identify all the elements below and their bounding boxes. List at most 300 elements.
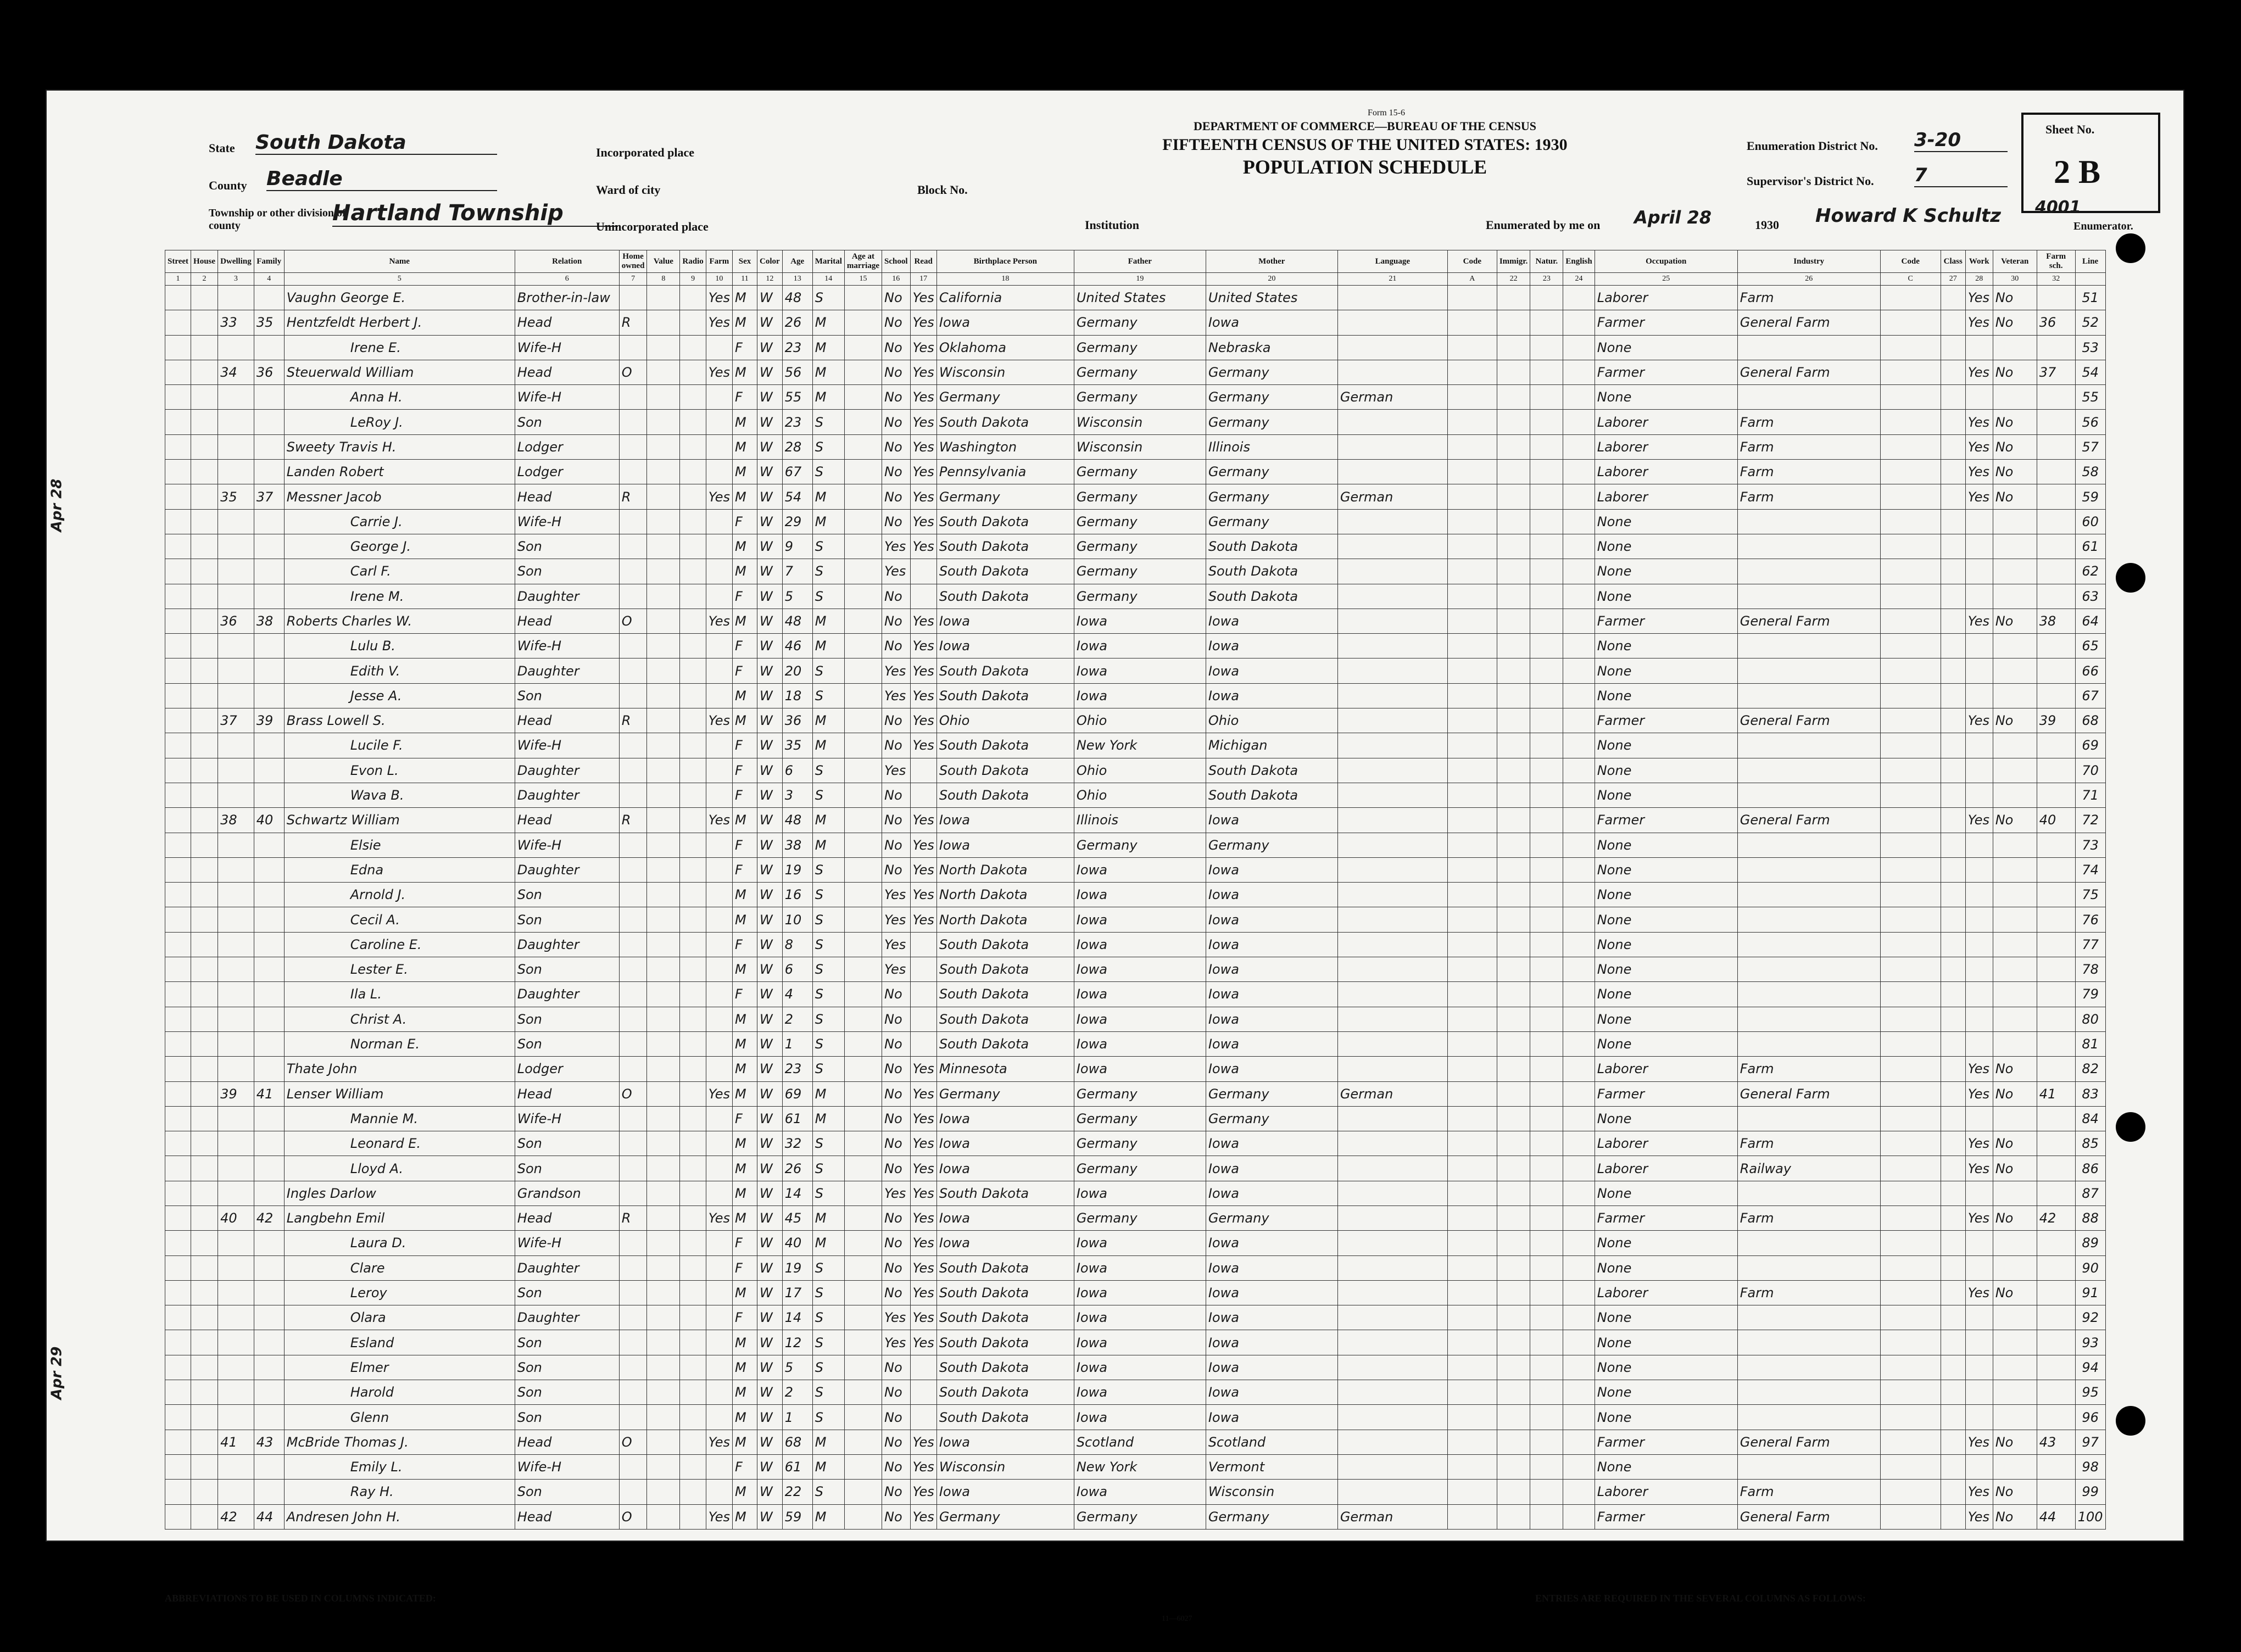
cell-empty (1497, 1280, 1530, 1305)
cell-mar: S (812, 584, 844, 609)
cell-birth: South Dakota (936, 1007, 1074, 1031)
cell-empty (1530, 857, 1563, 882)
table-row (165, 634, 2106, 658)
cell-empty (1941, 534, 1965, 559)
cell-empty (1497, 683, 1530, 708)
table-row (165, 857, 2106, 882)
cell-vet: No (1993, 1057, 2037, 1081)
cell-rel: Son (515, 1031, 619, 1056)
cell-mar: M (812, 1430, 844, 1454)
cell-empty (165, 1007, 191, 1031)
cell-line: 76 (2075, 907, 2105, 932)
cell-sch (2037, 733, 2075, 758)
cell-empty (647, 1355, 680, 1380)
cell-age: 46 (782, 634, 812, 658)
cell-rel: Head (515, 1504, 619, 1529)
cell-empty (1563, 335, 1595, 360)
cell-work (1965, 1106, 1993, 1131)
cell-father: Iowa (1074, 1330, 1206, 1355)
cell-empty (680, 559, 706, 584)
cell-own (619, 1380, 647, 1405)
cell-empty (191, 1031, 218, 1056)
cell-fam (254, 1231, 284, 1255)
cell-empty (1530, 286, 1563, 310)
column-number: 23 (1530, 273, 1563, 286)
cell-empty (1563, 1231, 1595, 1255)
cell-empty (1563, 286, 1595, 310)
cell-rel: Wife-H (515, 1231, 619, 1255)
cell-empty (1563, 360, 1595, 384)
cell-line: 97 (2075, 1430, 2105, 1454)
cell-dwell (218, 1355, 254, 1380)
cell-dwell (218, 1007, 254, 1031)
cell-vet (1993, 584, 2037, 609)
cell-empty (680, 1330, 706, 1355)
cell-sch (2037, 1007, 2075, 1031)
cell-read: Yes (910, 1504, 936, 1529)
cell-school: No (882, 1057, 911, 1081)
cell-vet: No (1993, 310, 2037, 335)
cell-line: 69 (2075, 733, 2105, 758)
cell-occ: None (1595, 1454, 1737, 1479)
cell-empty (647, 1007, 680, 1031)
cell-rel: Son (515, 883, 619, 907)
cell-own: R (619, 484, 647, 509)
cell-empty (1447, 1181, 1497, 1205)
cell-sch (2037, 957, 2075, 982)
cell-empty (165, 982, 191, 1007)
cell-empty (165, 1405, 191, 1430)
department-line: DEPARTMENT OF COMMERCE—BUREAU OF THE CENSUS (1193, 119, 1537, 133)
cell-vet (1993, 833, 2037, 857)
cell-read: Yes (910, 310, 936, 335)
cell-age: 61 (782, 1454, 812, 1479)
cell-farm (706, 907, 732, 932)
cell-vet (1993, 758, 2037, 783)
cell-name: Jesse A. (284, 683, 515, 708)
cell-empty (1447, 1504, 1497, 1529)
cell-farm (706, 1480, 732, 1504)
cell-empty (1447, 783, 1497, 807)
cell-name: Ingles Darlow (284, 1181, 515, 1205)
cell-empty (1941, 1255, 1965, 1280)
cell-empty (1563, 658, 1595, 683)
cell-empty (1941, 460, 1965, 484)
cell-work: Yes (1965, 410, 1993, 434)
table-row (165, 484, 2106, 509)
column-number: 30 (1993, 273, 2037, 286)
column-header: Street (165, 250, 191, 273)
cell-work (1965, 1454, 1993, 1479)
cell-work (1965, 584, 1993, 609)
cell-name: Christ A. (284, 1007, 515, 1031)
cell-ind: General Farm (1737, 609, 1880, 633)
cell-empty (1563, 1330, 1595, 1355)
cell-occ: None (1595, 1231, 1737, 1255)
cell-ind: Farm (1737, 484, 1880, 509)
cell-empty (191, 1131, 218, 1156)
cell-mother: Iowa (1206, 634, 1337, 658)
unincorporated-label: Unincorporated place (596, 220, 709, 233)
margin-note-bottom: Apr 29 (48, 1346, 65, 1400)
cell-empty (191, 1081, 218, 1106)
cell-sex: F (733, 634, 757, 658)
cell-dwell: 39 (218, 1081, 254, 1106)
cell-empty (191, 1380, 218, 1405)
cell-empty (1941, 783, 1965, 807)
cell-mar: M (812, 509, 844, 534)
cell-vet: No (1993, 1480, 2037, 1504)
cell-rel: Daughter (515, 857, 619, 882)
cell-fam (254, 957, 284, 982)
cell-empty (1447, 932, 1497, 957)
cell-school: No (882, 1355, 911, 1380)
cell-empty (165, 708, 191, 733)
cell-own (619, 1280, 647, 1305)
cell-father: Iowa (1074, 932, 1206, 957)
cell-school: No (882, 1031, 911, 1056)
cell-empty (1497, 1081, 1530, 1106)
cell-work (1965, 385, 1993, 410)
cell-mar: M (812, 484, 844, 509)
cell-empty (1447, 982, 1497, 1007)
cell-empty (647, 1430, 680, 1454)
cell-birth: South Dakota (936, 783, 1074, 807)
cell-mother: Michigan (1206, 733, 1337, 758)
cell-school: No (882, 1255, 911, 1280)
cell-sex: M (733, 1131, 757, 1156)
cell-sex: M (733, 1355, 757, 1380)
cell-father: Germany (1074, 360, 1206, 384)
cell-mar: S (812, 1305, 844, 1330)
cell-lang (1337, 410, 1447, 434)
cell-line: 78 (2075, 957, 2105, 982)
cell-name: Edna (284, 857, 515, 882)
cell-empty (1880, 1205, 1941, 1230)
cell-empty (844, 559, 882, 584)
cell-sch (2037, 1305, 2075, 1330)
cell-empty (647, 385, 680, 410)
cell-age: 45 (782, 1205, 812, 1230)
cell-dwell (218, 1231, 254, 1255)
cell-empty (1941, 1330, 1965, 1355)
cell-empty (1447, 335, 1497, 360)
table-row (165, 1405, 2106, 1430)
cell-empty (1563, 410, 1595, 434)
cell-rel: Son (515, 1480, 619, 1504)
cell-ind (1737, 1355, 1880, 1380)
cell-fam (254, 1454, 284, 1479)
enumerated-label: Enumerated by me on (1486, 218, 1601, 232)
cell-age: 2 (782, 1007, 812, 1031)
cell-ind: Railway (1737, 1156, 1880, 1181)
cell-empty (165, 857, 191, 882)
cell-own (619, 1181, 647, 1205)
cell-empty (1941, 708, 1965, 733)
cell-empty (1497, 559, 1530, 584)
cell-ind: Farm (1737, 1280, 1880, 1305)
cell-age: 59 (782, 1504, 812, 1529)
cell-read: Yes (910, 1156, 936, 1181)
cell-occ: None (1595, 957, 1737, 982)
table-row (165, 982, 2106, 1007)
cell-ind (1737, 733, 1880, 758)
cell-birth: South Dakota (936, 758, 1074, 783)
cell-empty (1563, 559, 1595, 584)
cell-sch (2037, 932, 2075, 957)
cell-occ: None (1595, 584, 1737, 609)
cell-line: 62 (2075, 559, 2105, 584)
cell-empty (1447, 733, 1497, 758)
cell-fam (254, 634, 284, 658)
cell-empty (1563, 857, 1595, 882)
cell-empty (1563, 907, 1595, 932)
table-row (165, 1430, 2106, 1454)
cell-vet: No (1993, 708, 2037, 733)
cell-work (1965, 758, 1993, 783)
cell-own (619, 634, 647, 658)
sheet-label: Sheet No. (2045, 122, 2095, 136)
cell-mar: S (812, 1156, 844, 1181)
cell-name: Andresen John H. (284, 1504, 515, 1529)
cell-empty (680, 883, 706, 907)
cell-empty (191, 758, 218, 783)
cell-lang (1337, 1156, 1447, 1181)
cell-empty (1530, 534, 1563, 559)
cell-empty (844, 634, 882, 658)
cell-ind (1737, 783, 1880, 807)
cell-empty (647, 286, 680, 310)
cell-empty (844, 683, 882, 708)
cell-work (1965, 1380, 1993, 1405)
cell-empty (844, 733, 882, 758)
cell-school: No (882, 1454, 911, 1479)
cell-empty (647, 410, 680, 434)
cell-ind: Farm (1737, 1131, 1880, 1156)
column-header: Age (782, 250, 812, 273)
cell-empty (1497, 1007, 1530, 1031)
cell-empty (1941, 932, 1965, 957)
cell-empty (680, 310, 706, 335)
column-number: 28 (1965, 273, 1993, 286)
cell-farm (706, 1231, 732, 1255)
cell-rel: Daughter (515, 932, 619, 957)
cell-dwell (218, 683, 254, 708)
cell-vet (1993, 883, 2037, 907)
cell-farm: Yes (706, 808, 732, 833)
cell-empty (1880, 534, 1941, 559)
cell-empty (1880, 1081, 1941, 1106)
cell-work: Yes (1965, 1131, 1993, 1156)
cell-ind (1737, 683, 1880, 708)
cell-empty (165, 1156, 191, 1181)
cell-empty (1880, 907, 1941, 932)
cell-read: Yes (910, 1454, 936, 1479)
cell-own (619, 1405, 647, 1430)
cell-birth: Germany (936, 385, 1074, 410)
cell-sex: F (733, 385, 757, 410)
cell-col: W (757, 683, 783, 708)
table-row (165, 683, 2106, 708)
cell-age: 35 (782, 733, 812, 758)
cell-farm (706, 758, 732, 783)
cell-school: No (882, 434, 911, 459)
cell-empty (1941, 1480, 1965, 1504)
cell-occ: None (1595, 1305, 1737, 1330)
cell-occ: Laborer (1595, 286, 1737, 310)
cell-father: Iowa (1074, 1181, 1206, 1205)
cell-school: No (882, 783, 911, 807)
cell-rel: Wife-H (515, 385, 619, 410)
cell-empty (680, 634, 706, 658)
cell-empty (844, 1380, 882, 1405)
cell-sch (2037, 385, 2075, 410)
cell-empty (191, 808, 218, 833)
cell-empty (844, 1205, 882, 1230)
cell-dwell (218, 534, 254, 559)
column-header: Color (757, 250, 783, 273)
cell-father: Iowa (1074, 1405, 1206, 1430)
cell-dwell (218, 982, 254, 1007)
cell-lang (1337, 310, 1447, 335)
page-subtitle: POPULATION SCHEDULE (1242, 156, 1487, 178)
cell-line: 92 (2075, 1305, 2105, 1330)
cell-mother: Iowa (1206, 1057, 1337, 1081)
cell-empty (1447, 310, 1497, 335)
cell-sch (2037, 286, 2075, 310)
cell-father: United States (1074, 286, 1206, 310)
cell-lang (1337, 609, 1447, 633)
cell-dwell (218, 559, 254, 584)
cell-col: W (757, 1131, 783, 1156)
cell-empty (1447, 1081, 1497, 1106)
cell-sch (2037, 883, 2075, 907)
cell-occ: None (1595, 1330, 1737, 1355)
cell-empty (844, 509, 882, 534)
cell-empty (1941, 833, 1965, 857)
table-row (165, 609, 2106, 633)
cell-col: W (757, 1057, 783, 1081)
cell-age: 14 (782, 1305, 812, 1330)
cell-empty (165, 584, 191, 609)
cell-rel: Head (515, 484, 619, 509)
cell-mother: Iowa (1206, 957, 1337, 982)
cell-read: Yes (910, 509, 936, 534)
cell-lang (1337, 1280, 1447, 1305)
cell-empty (165, 883, 191, 907)
cell-empty (1941, 286, 1965, 310)
cell-birth: Germany (936, 1081, 1074, 1106)
cell-empty (1530, 1280, 1563, 1305)
cell-vet (1993, 1231, 2037, 1255)
cell-father: Iowa (1074, 1380, 1206, 1405)
cell-empty (1497, 1205, 1530, 1230)
cell-own (619, 1131, 647, 1156)
cell-own (619, 982, 647, 1007)
cell-empty (191, 434, 218, 459)
cell-age: 10 (782, 907, 812, 932)
cell-empty (1941, 1454, 1965, 1479)
cell-col: W (757, 335, 783, 360)
cell-own (619, 1031, 647, 1056)
cell-mother: Iowa (1206, 658, 1337, 683)
cell-rel: Wife-H (515, 1106, 619, 1131)
cell-age: 48 (782, 609, 812, 633)
cell-farm: Yes (706, 1205, 732, 1230)
cell-empty (191, 1280, 218, 1305)
cell-name: Roberts Charles W. (284, 609, 515, 633)
cell-father: Germany (1074, 335, 1206, 360)
cell-empty (191, 1106, 218, 1131)
cell-sex: F (733, 1106, 757, 1131)
cell-empty (1880, 1106, 1941, 1131)
cell-sex: M (733, 1380, 757, 1405)
column-number: 3 (218, 273, 254, 286)
cell-father: Wisconsin (1074, 434, 1206, 459)
cell-empty (1941, 907, 1965, 932)
cell-father: Iowa (1074, 1007, 1206, 1031)
cell-name: Evon L. (284, 758, 515, 783)
cell-lang (1337, 460, 1447, 484)
table-row (165, 1007, 2106, 1031)
cell-age: 1 (782, 1405, 812, 1430)
column-number (2075, 273, 2105, 286)
cell-empty (680, 982, 706, 1007)
cell-empty (844, 857, 882, 882)
cell-empty (1563, 957, 1595, 982)
sheet-value: 2 B (2054, 154, 2101, 190)
cell-empty (1941, 808, 1965, 833)
cell-empty (1497, 1504, 1530, 1529)
cell-farm (706, 1280, 732, 1305)
cell-empty (1941, 609, 1965, 633)
cell-school: No (882, 857, 911, 882)
cell-fam (254, 932, 284, 957)
cell-name: Landen Robert (284, 460, 515, 484)
cell-lang (1337, 1181, 1447, 1205)
cell-occ: None (1595, 932, 1737, 957)
cell-empty (680, 1131, 706, 1156)
cell-mar: M (812, 335, 844, 360)
cell-empty (1880, 1255, 1941, 1280)
cell-name: Thate John (284, 1057, 515, 1081)
cell-dwell (218, 932, 254, 957)
cell-empty (1447, 1156, 1497, 1181)
cell-birth: South Dakota (936, 509, 1074, 534)
cell-occ: Laborer (1595, 410, 1737, 434)
cell-farm (706, 1181, 732, 1205)
cell-rel: Head (515, 808, 619, 833)
cell-vet (1993, 634, 2037, 658)
cell-lang (1337, 907, 1447, 932)
cell-empty (1941, 1031, 1965, 1056)
cell-empty (1530, 1106, 1563, 1131)
cell-mar: M (812, 833, 844, 857)
cell-work: Yes (1965, 1430, 1993, 1454)
cell-empty (191, 1430, 218, 1454)
cell-empty (165, 1355, 191, 1380)
cell-empty (1530, 1181, 1563, 1205)
cell-empty (165, 808, 191, 833)
cell-empty (165, 1380, 191, 1405)
cell-occ: None (1595, 534, 1737, 559)
cell-empty (191, 484, 218, 509)
cell-mother: South Dakota (1206, 783, 1337, 807)
cell-own: O (619, 1081, 647, 1106)
cell-vet: No (1993, 1081, 2037, 1106)
cell-mar: S (812, 982, 844, 1007)
column-header: Value (647, 250, 680, 273)
